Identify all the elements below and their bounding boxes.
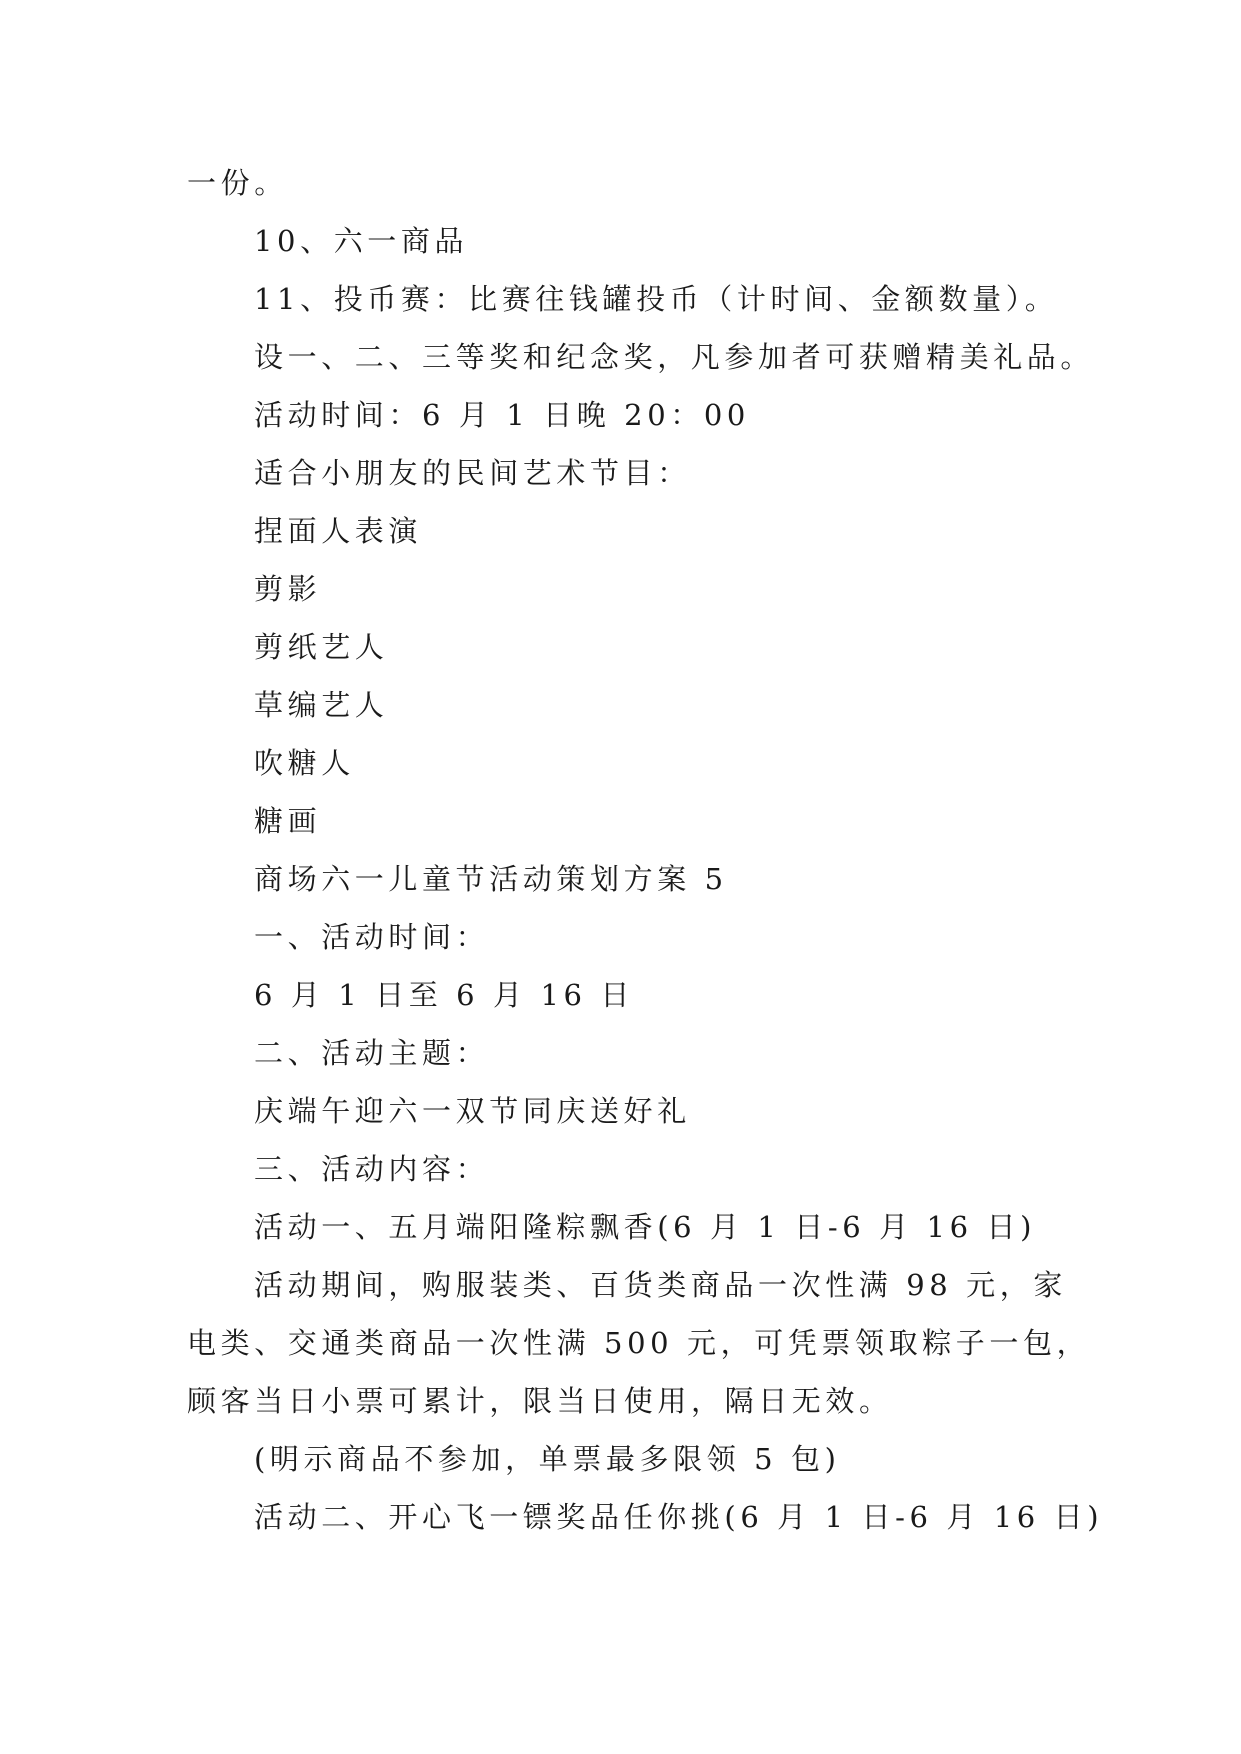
text-line: 一份。 bbox=[187, 166, 288, 200]
text-line: 吹糖人 bbox=[254, 746, 355, 780]
text-line: (明示商品不参加，单票最多限领 5 包) bbox=[254, 1442, 841, 1476]
text-line: 二、活动主题： bbox=[254, 1036, 490, 1070]
text-line: 设一、二、三等奖和纪念奖，凡参加者可获赠精美礼品。 bbox=[254, 340, 1095, 374]
text-line: 适合小朋友的民间艺术节目： bbox=[254, 456, 691, 490]
text-line: 顾客当日小票可累计，限当日使用，隔日无效。 bbox=[187, 1384, 893, 1418]
text-line: 捏面人表演 bbox=[254, 514, 423, 548]
text-line: 剪影 bbox=[254, 572, 322, 606]
text-line: 6 月 1 日至 6 月 16 日 bbox=[254, 978, 634, 1012]
text-line: 草编艺人 bbox=[254, 688, 389, 722]
text-line: 11、投币赛：比赛往钱罐投币（计时间、金额数量）。 bbox=[254, 282, 1059, 316]
text-line: 剪纸艺人 bbox=[254, 630, 389, 664]
text-line: 活动时间：6 月 1 日晚 20：00 bbox=[254, 398, 750, 432]
text-line: 活动二、开心飞一镖奖品任你挑(6 月 1 日-6 月 16 日) bbox=[254, 1500, 1104, 1534]
text-line: 三、活动内容： bbox=[254, 1152, 490, 1186]
text-line: 活动期间，购服装类、百货类商品一次性满 98 元，家 bbox=[254, 1268, 1067, 1302]
text-line: 10、六一商品 bbox=[254, 224, 469, 258]
text-line: 庆端午迎六一双节同庆送好礼 bbox=[254, 1094, 691, 1128]
section-heading: 商场六一儿童节活动策划方案 5 bbox=[254, 862, 728, 896]
text-line: 活动一、五月端阳隆粽飘香(6 月 1 日-6 月 16 日) bbox=[254, 1210, 1036, 1244]
text-line: 糖画 bbox=[254, 804, 322, 838]
text-line: 一、活动时间： bbox=[254, 920, 490, 954]
text-line: 电类、交通类商品一次性满 500 元，可凭票领取粽子一包， bbox=[187, 1326, 1091, 1360]
